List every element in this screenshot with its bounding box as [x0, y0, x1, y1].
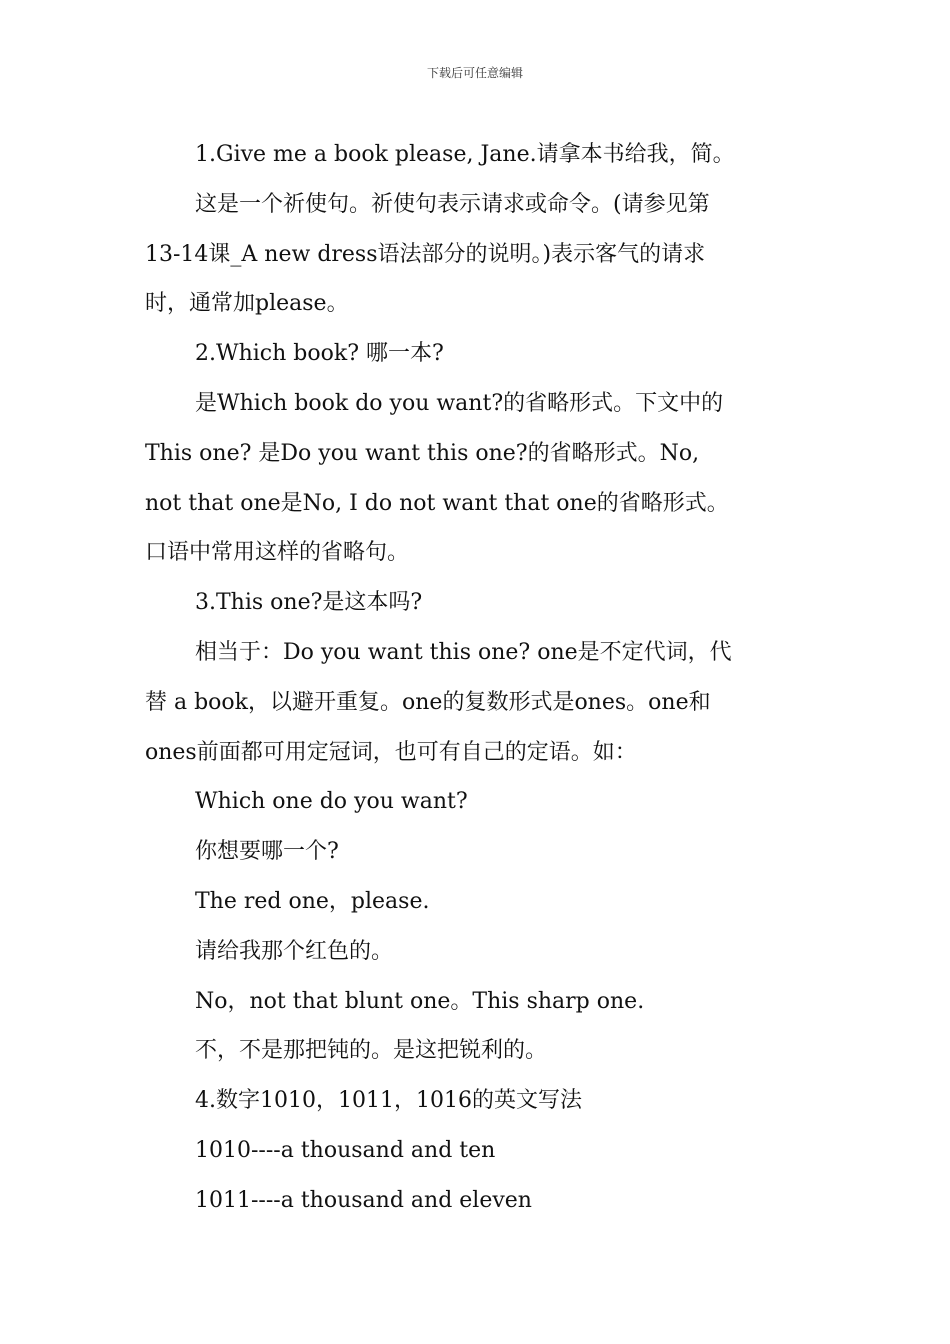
note-2: 2.Which book? 哪一本? — [195, 341, 444, 367]
example-line: 你想要哪一个? — [195, 839, 339, 865]
example-line: 请给我那个红色的。 — [195, 938, 394, 964]
number-line: 1010----a thousand and ten — [195, 1137, 496, 1163]
page-header: 下载后可任意编辑 — [426, 66, 523, 80]
note-1-explanation-line-2: 13-14课_A new dress语法部分的说明。)表示客气的请求 — [145, 241, 706, 267]
note-2-explanation-line-2: This one? 是Do you want this one?的省略形式。No, — [145, 440, 700, 466]
number-line: 1011----a thousand and eleven — [195, 1187, 532, 1213]
note-2-explanation — [145, 379, 825, 578]
note-3-explanation-line-3: ones前面都可用定冠词，也可有自己的定语。如： — [145, 739, 637, 765]
example-line: 不，不是那把钝的。是这把锐利的。 — [195, 1038, 548, 1064]
note-3: 3.This one?是这本吗? — [195, 590, 423, 616]
note-1-explanation-line-3: 时，通常加please。 — [145, 291, 349, 317]
note-3-explanation-line-2: 替 a book，以避开重复。one的复数形式是ones。one和 — [145, 689, 711, 715]
note-3-explanation-line-1: 相当于：Do you want this one? one是不定代词，代 — [195, 639, 732, 665]
note-1: 1.Give me a book please, Jane.请拿本书给我，简。 — [195, 142, 735, 167]
document-body — [145, 130, 825, 1226]
example-line: The red one，please. — [195, 888, 430, 914]
note-2-explanation-line-1: 是Which book do you want?的省略形式。下文中的 — [195, 390, 724, 416]
note-2-explanation-line-3: not that one是No, I do not want that one的省略形式。 — [145, 490, 729, 516]
note-1-explanation-line-1: 这是一个祈使句。祈使句表示请求或命令。(请参见第 — [195, 191, 710, 217]
note-2-explanation-line-4: 口语中常用这样的省略句。 — [145, 540, 410, 566]
note-4: 4.数字1010，1011，1016的英文写法 — [195, 1088, 582, 1114]
example-line: No，not that blunt one。This sharp one. — [195, 988, 645, 1014]
note-3-explanation — [145, 628, 825, 777]
example-line: Which one do you want? — [195, 789, 468, 815]
note-1-explanation — [145, 180, 825, 329]
